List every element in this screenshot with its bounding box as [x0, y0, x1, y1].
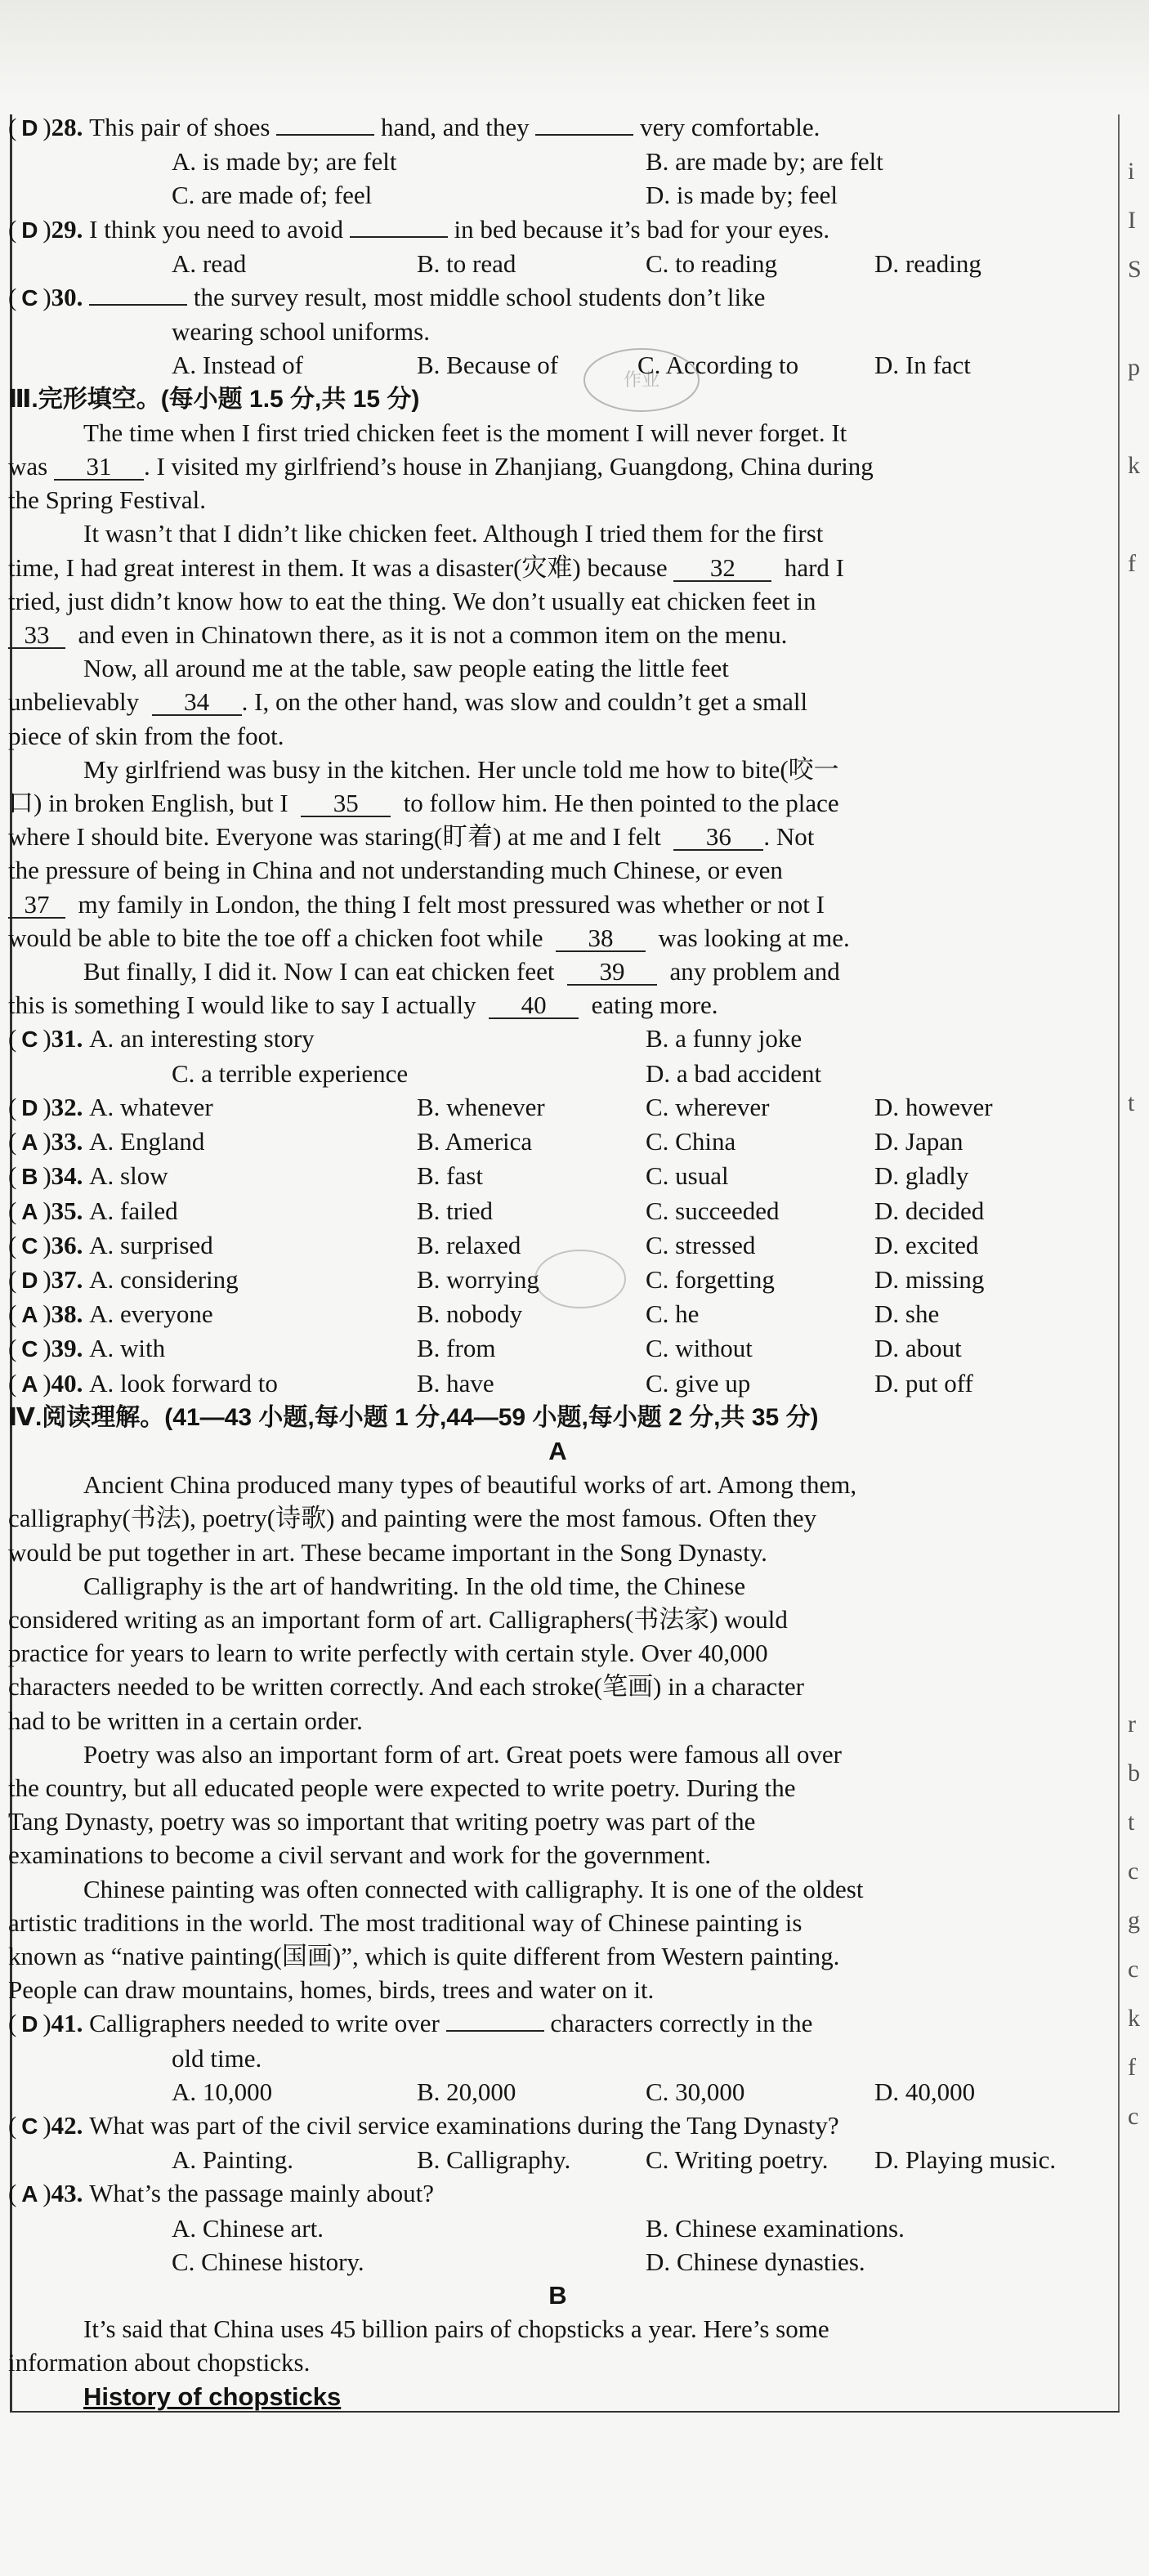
cloze-line: unbelievably 34 . I, on the other hand, was slow and couldn’t get a small [8, 687, 808, 717]
blank-37: 37 [8, 892, 65, 919]
cloze-question-34: ( B )34. A. slow B. fast C. usual D. gladly [8, 1161, 969, 1191]
options-43-cd: C. Chinese history. D. Chinese dynasties. [172, 2247, 865, 2276]
options-43-ab: A. Chinese art. B. Chinese examinations. [172, 2213, 905, 2243]
options-42: A. Painting. B. Calligraphy. C. Writing poetry. D. Playing music. [172, 2145, 1057, 2175]
blank [535, 134, 633, 136]
question-28: ( D ) 28. This pair of shoes hand, and they very comfortable. [8, 110, 1107, 145]
blank [350, 236, 448, 238]
cloze-line: was 31 . I visited my girlfriend’s house in Zhanjiang, Guangdong, China during [8, 452, 874, 481]
options-28-ab: A. is made by; are felt B. are made by; are felt [172, 147, 883, 177]
cloze-line: 口) in broken English, but I 35 to follow him. He then pointed to the place [8, 789, 839, 818]
options-41: A. 10,000 B. 20,000 C. 30,000 D. 40,000 [172, 2077, 976, 2106]
options-29: A. read B. to read C. to reading D. reading [172, 248, 981, 278]
bottom-rule [10, 2411, 1120, 2413]
blank-35: 35 [301, 791, 391, 817]
cloze-question-31: ( C )31. A. an interesting story B. a funny joke [8, 1024, 803, 1053]
cloze-question-38: ( A )38. A. everyone B. nobody C. he D. she [8, 1299, 940, 1329]
blank-39: 39 [567, 959, 657, 986]
main-column: ( D ) 28. This pair of shoes hand, and they very comfortable. A. is made by; are felt B. are made by; are felt C. are made of; feel D. is made by; feel ( D ) 29. I think you need to avoid in bed because it’s bad for your eyes. A. read B. to read C. to reading D. reading ( C ) 30. the survey result, most middle school students don’t like wearing school uniforms. A. Instead of B. Because of C. According to D. In fact Ⅲ.完形填空。(每小题 1.5 分,共 15 分) The time when I first tried chicken feet is the moment I will never forget. It was 31 . I visited my girlfriend’s house in Zhanjiang, Guangdong, China during the Spring Festival. It wasn’t that I didn’t like chicken feet. Although I tried them for the first time, I had great interest in them. It was a disaster(灾难) because 32 hard I tried, just didn’t know how to eat the thing. We don’t usually eat chicken feet in 33 and even in Chinatown there, as it is not a common item on the menu. Now, all around me at the table, saw people eating the little feet unbelievably 34 . I, on the other hand, was slow and couldn’t get a small piece of skin from the foot. My girlfriend was busy in the kitchen. Her uncle told me how to bite(咬一 口) in broken English, but I 35 to follow him. He then pointed to the place where I should bite. Everyone was staring(盯着) at me and I felt 36 . Not the pressure of being in China and not understanding much Chinese, or even 37 my family in London, the thing I felt most pressured was whether or not I would be able to bite the toe off a chicken foot while 38 was looking at me. But finally, I did it. Now I can eat chicken feet 39 any problem and this is something I would like to say I actually 40 eating more. ( C )31. A. an interesting story B. a funny joke C. a terrible experience D. a bad accident ( D )32. A. whatever B. whenever C. wherever D. however ( A )33. A. England B. America C. China D. Japan ( B )34. A. slow B. fast C. usual D. gladly ( A )35. A. failed B. tried C. succeeded D. decided ( C )36. A. surprised B. relaxed C. stressed D. excited ( D )37. A. considering B. worrying C. forgetting D. missing ( A )38. A. everyone B. nobody C. he D. she ( C )39. A. with B. from C. without D. about ( A )40. A. look forward to B. have C. give up D. put off Ⅳ.阅读理解。(41—43 小题,每小题 1 分,44—59 小题,每小题 2 分,共 35 分) A Ancient China produced many types of beautiful works of art. Among them, calligraphy(书法), poetry(诗歌) and painting were the most famous. Often they would be put together in art. These became important in the Song Dynasty. Calligraphy is the art of handwriting. In the old time, the Chinese considered writing as an important form of art. Calligraphers(书法家) would practice for years to learn to write perfectly with certain style. Over 40,000 characters needed to be written correctly. And each stroke(笔画) in a character had to be written in a certain order. Poetry was also an important form of art. Great poets were famous all over the country, but all educated people were expected to write poetry. During the Tang Dynasty, poetry was so important that writing poetry was part of the examinations to become a civil servant and work for the government. Chinese painting was often connected with calligraphy. It is one of the oldest artistic traditions in the world. The most traditional way of Chinese painting is known as “native painting(国画)”, which is quite different from Western painting. People can draw mountains, homes, birds, trees and water on it. ( D )41. Calligraphers needed to write over characters correctly in the old time. A. 10,000 B. 20,000 C. 30,000 D. 40,000 ( C )42. What was part of the civil service examinations during the Tang Dynasty? A. Painting. B. Calligraphy. C. Writing poetry. D. Playing music. ( A )43. What’s the passage mainly about? A. Chinese art. B. Chinese examinations. C. Chinese history. D. Chinese dynasties. B It’s said that China uses 45 billion pairs of chopsticks a year. Here’s some information about chopsticks. History of chopsticks [8, 110, 1107, 2413]
passage-a-label: A [548, 1436, 567, 1465]
cloze-question-39: ( C )39. A. with B. from C. without D. about [8, 1334, 962, 1363]
cloze-line: where I should bite. Everyone was staring(盯着) at me and I felt 36 . Not [8, 822, 815, 852]
section-heading: History of chopsticks [83, 2381, 342, 2411]
cloze-question-37: ( D )37. A. considering B. worrying C. forgetting D. missing [8, 1264, 985, 1294]
question-41: ( D )41. Calligraphers needed to write over characters correctly in the [8, 2009, 813, 2038]
cloze-line: would be able to bite the toe off a chicken foot while 38 was looking at me. [8, 923, 850, 952]
watermark-stamp-2 [531, 1242, 629, 1316]
blank [276, 134, 374, 136]
cloze-question-40: ( A )40. A. look forward to B. have C. give up D. put off [8, 1368, 973, 1398]
blank-31: 31 [54, 454, 144, 481]
page-edge-letters: i I S p k f t r b t c g c k f c [1128, 158, 1142, 2130]
cloze-line: But finally, I did it. Now I can eat chicken feet 39 any problem and [83, 957, 840, 986]
question-43: ( A )43. What’s the passage mainly about? [8, 2179, 434, 2208]
blank-34: 34 [152, 690, 242, 716]
watermark-stamp [580, 343, 703, 417]
section-3-title: Ⅲ.完形填空。(每小题 1.5 分,共 15 分) [8, 385, 420, 413]
blank-36: 36 [673, 825, 763, 851]
cloze-line: 33 and even in Chinatown there, as it is not a common item on the menu. [8, 618, 1107, 651]
blank [89, 304, 187, 306]
cloze-line: 37 my family in London, the thing I felt most pressured was whether or not I [8, 888, 1107, 921]
cloze-question-33: ( A )33. A. England B. America C. China D. Japan [8, 1127, 963, 1156]
blank-40: 40 [489, 993, 579, 1019]
right-column-rule [1118, 114, 1120, 2411]
passage-b-label: B [548, 2281, 567, 2310]
cloze-line: time, I had great interest in them. It was a disaster(灾难) because 32 hard I [8, 552, 844, 582]
cloze-line: this is something I would like to say I actually 40 eating more. [8, 991, 718, 1020]
svg-text:作业: 作业 [623, 370, 660, 391]
cloze-question-32: ( D )32. A. whatever B. whenever C. wherever D. however [8, 1092, 993, 1121]
question-42: ( C )42. What was part of the civil service examinations during the Tang Dynasty? [8, 2110, 839, 2140]
cloze-question-36: ( C )36. A. surprised B. relaxed C. stressed D. excited [8, 1230, 979, 1259]
blank-32: 32 [673, 556, 771, 582]
question-29: ( D ) 29. I think you need to avoid in bed because it’s bad for your eyes. [8, 214, 830, 244]
options-28-cd: C. are made of; feel D. is made by; feel [172, 181, 838, 210]
section-4-title: Ⅳ.阅读理解。(41—43 小题,每小题 1 分,44—59 小题,每小题 2 分,共 35 分) [8, 1403, 819, 1431]
scan-shadow [0, 0, 1149, 98]
blank [446, 2030, 544, 2032]
answer-letter: D [21, 115, 38, 141]
blank-33: 33 [8, 623, 65, 649]
blank-38: 38 [556, 926, 646, 952]
cloze-question-35: ( A )35. A. failed B. tried C. succeeded D. decided [8, 1196, 985, 1225]
options-30: A. Instead of B. Because of C. According to D. In fact [172, 351, 971, 380]
question-30: ( C ) 30. the survey result, most middle school students don’t like [8, 283, 766, 312]
